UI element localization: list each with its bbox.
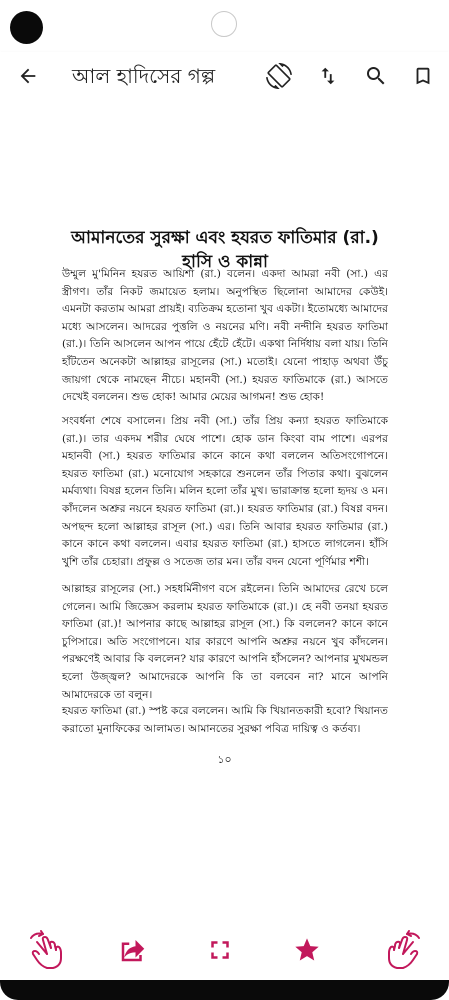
swipe-left-hand-icon (25, 928, 69, 972)
star-icon (293, 936, 321, 964)
bookmark-icon (412, 65, 434, 87)
camera-cutout (10, 11, 43, 44)
fullscreen-button[interactable] (195, 920, 245, 980)
chapter-title: আমানতের সুরক্ষা এবং হযরত ফাতিমার (রা.) হাসি ও কান্না (71, 228, 379, 272)
back-arrow-icon (17, 65, 39, 87)
notch-indicator (211, 11, 237, 37)
swipe-right-hand-icon (381, 928, 425, 972)
swap-vertical-icon (317, 65, 339, 87)
app-bar (0, 52, 449, 100)
status-bar (0, 0, 449, 52)
fullscreen-icon (205, 935, 235, 965)
previous-page-button[interactable] (22, 920, 72, 980)
bottom-toolbar (0, 920, 449, 980)
swap-direction-button[interactable] (308, 52, 348, 100)
search-icon (364, 64, 388, 88)
next-page-button[interactable] (378, 920, 428, 980)
back-button[interactable] (8, 52, 48, 100)
screen-rotation-icon (266, 63, 292, 89)
share-button[interactable] (108, 920, 158, 980)
navigation-bar (0, 980, 449, 1000)
favorite-button[interactable] (282, 920, 332, 980)
share-icon (118, 935, 148, 965)
paragraph-4: হযরত ফাতিমা (রা.) স্পষ্ট করে বললেন। আমি কি খিয়ানতকারী হবো? খিয়ানত করাতো মুনাফিকের আলামত। আমানতের সুরক্ষা পবিত্র দায়িত্ব ও কর্তব্য। (62, 705, 388, 735)
book-page[interactable] (0, 100, 449, 920)
page-number: ১০ (217, 753, 232, 766)
paragraph-2: সংবর্ধনা শেষে বসালেন। প্রিয় নবী (সা.) তাঁর প্রিয় কন্যা হযরত ফাতিমাকে (রা.)। তার একদম শরীর ঘেষে পাশে। হোক ডান কিংবা বাম পাশে। এরপর মহানবী (সা.) হযরত ফাতিমার কানে কানে কথা বললেন অতিসংগোপনে। হযরত ফাতিমা (রা.) মনোযোগ সহকারে শুনলেন তাঁর পিতার কথা। বুঝলেন মর্মব্যথা। বিষণ্ণ হলেন তিনি। মলিন হলো তাঁর মুখ। ভারাক্রান্ত হলো হৃদয় ও মন। কাঁদলেন অশ্রুর নয়নে হযরত ফাতিমা (রা.)। হযরত ফাতিমার (রা.) বিষণ্ণ বদন। অপছন্দ হলো আল্লাহর রাসূল (সা.) এর। তিনি আবার হযরত ফাতিমার (রা.) কানে কানে কথা বললেন। এবার হযরত ফাতিমা (রা.) হাসতে লাগলেন। হাঁসি খুশি তাঁর চেহারা। প্রফুল্ল ও সতেজ তার মন। তাঁর বদন যেনো পূর্ণিমার শশী। (62, 415, 388, 568)
paragraph-3: আল্লাহর রাসূলের (সা.) সহধর্মিনীগণ বসে রইলেন। তিনি আমাদের রেখে চলে গেলেন। আমি জিজ্ঞেস করলাম হযরত ফাতিমাকে (রা.)। হে নবী তনয়া হযরত ফাতিমা (রা.)! আপনার কাছে আল্লাহর রাসূল (সা.) কি বললেন? কানে কানে চুপিসারে। অতি সংগোপনে। যার কারণে আপনি অশ্রুর নয়নে খুব কাঁদলেন। পরক্ষণেই আবার কি বললেন? যার কারণে আপনি হাঁসলেন? আপনার মুখমন্ডল হলো উজ্জ্বল? আমাদেরকে আপনি কি তা বলবেন না? মানে আপনি আমাদেরকে তা বলুন। (62, 583, 388, 701)
paragraph-1: উম্মুল মু'মিনিন হযরত আয়িশা (রা.) বলেন। একদা আমরা নবী (সা.) এর স্ত্রীগণ। তাঁর নিকট জমায়েত হলাম। অনুপস্থিত ছিলোনা আমাদের কেউই। এমনটা করতাম আমরা প্রায়ই। ব্যতিক্রম হতোনা খুব একটা। ইতোমধ্যে আমাদের মধ্যে আসলেন। আদরের পুত্তলি ও নয়নের মণি। নবী নন্দীনি হযরত ফাতিমা (রা.)। তিনি আসলেন আপন পায়ে হেঁটে হেঁটে। একথা নির্দিধায় বলা যায়। তিনি হাঁটতেন অনেকটা আল্লাহর রাসূলের (সা.) মতোই। যেনো পাহাড় অথবা উঁচু জায়গা থেকে নামছেন নীচে। মহানবী (সা.) হযরত ফাতিমাকে (রা.) আসতে দেখেই বললেন। শুভ হোক! আমার মেয়ের আগমন! শুভ হোক! (62, 268, 388, 404)
search-button[interactable] (356, 52, 396, 100)
bookmark-button[interactable] (403, 52, 443, 100)
rotate-screen-button[interactable] (259, 52, 299, 100)
app-title: আল হাদিসের গল্প (72, 64, 216, 88)
